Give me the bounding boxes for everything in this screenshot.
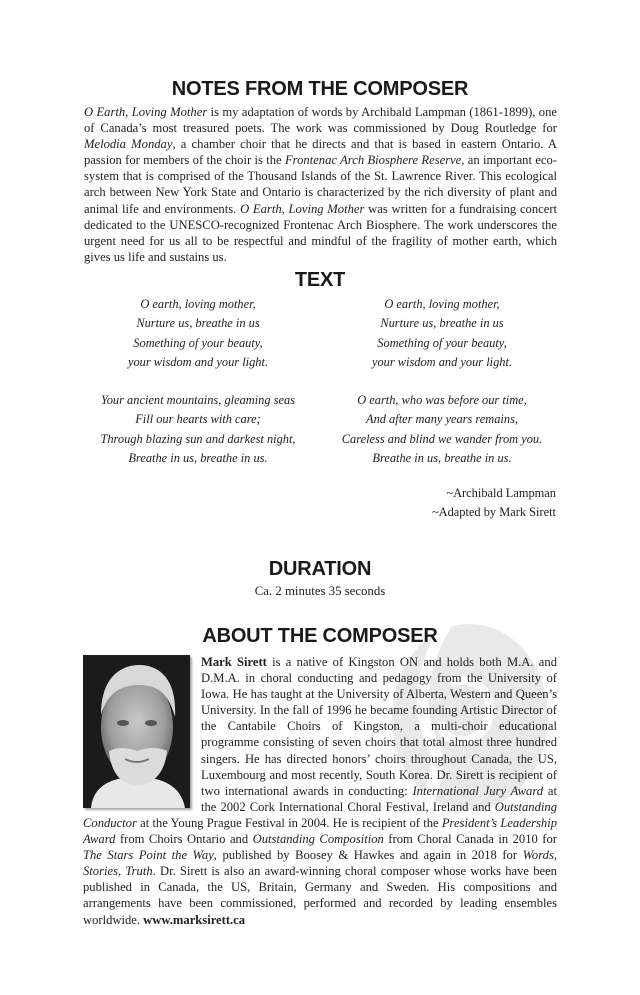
- italic-run: Frontenac Arch Biosphere Reserve: [284, 153, 462, 168]
- poem-stanza: [68, 391, 328, 468]
- poem-line: Something of your beauty,: [133, 335, 263, 350]
- text-heading: TEXT: [294, 269, 346, 291]
- about-bio: [83, 654, 557, 928]
- poem-line: Something of your beauty,: [377, 335, 507, 350]
- poem-stanza: [312, 295, 572, 372]
- poem-right-column: [312, 295, 572, 487]
- italic-run: The Stars Point the Way: [83, 848, 214, 863]
- attribution-author: ~Archibald Lampman: [446, 486, 556, 500]
- poem-stanza: [312, 391, 572, 468]
- poem-line: Careless and blind we wander from you.: [341, 431, 543, 446]
- italic-run: Outstanding Composition: [252, 832, 384, 847]
- bold-run: Mark Sirett: [201, 655, 267, 669]
- italic-run: O Earth, Loving Mother: [240, 201, 365, 216]
- duration-heading: DURATION: [268, 558, 372, 580]
- italic-run: President’s Leadership Award: [83, 815, 558, 847]
- italic-run: International Jury Award: [412, 783, 544, 798]
- poem-line: Nurture us, breathe in us: [380, 316, 504, 331]
- poem-line: Nurture us, breathe in us: [136, 316, 260, 331]
- bold-run: www.marksirett.ca: [143, 912, 246, 927]
- poem-attribution: [432, 484, 556, 522]
- poem-line: your wisdom and your light.: [371, 354, 513, 369]
- about-heading: ABOUT THE COMPOSER: [202, 625, 438, 647]
- poem-line: your wisdom and your light.: [127, 354, 269, 369]
- poem-line: Breathe in us, breathe in us.: [128, 451, 268, 466]
- poem-line: O earth, who was before our time,: [357, 393, 527, 408]
- notes-heading: NOTES FROM THE COMPOSER: [171, 78, 469, 100]
- attribution-adapter: ~Adapted by Mark Sirett: [431, 505, 556, 519]
- poem-line: Breathe in us, breathe in us.: [372, 451, 512, 466]
- poem-line: Fill our hearts with care;: [135, 412, 261, 427]
- duration-value: Ca. 2 minutes 35 seconds: [254, 584, 386, 598]
- poem-line: Your ancient mountains, gleaming seas: [100, 393, 295, 408]
- poem-line: Through blazing sun and darkest night,: [100, 431, 296, 446]
- poem-line: O earth, loving mother,: [384, 297, 500, 311]
- poem-stanza: [68, 295, 328, 372]
- poem-line: And after many years remains,: [366, 412, 518, 427]
- poem-line: O earth, loving mother,: [140, 297, 256, 311]
- poem-left-column: [68, 295, 328, 487]
- italic-run: Outstanding Conductor: [83, 799, 557, 830]
- bio-paragraph: Mark Sirett is a native of Kingston ON and holds both M.A. and D.M.A. in choral conducting and pedagogy from the University of Iowa. He has taught at the University of Alberta, Western and Queen’s University. In the fall of 1996 he became founding Artistic Director of the Cantabile Choirs of Kingston, a multi-choir educational programme consisting of seven choirs that total almost three hundred singers. He has directed honors’ choirs throughout Canada, the US, Luxembourg and most recently, South Korea. Dr. Sirett is recipient of two international awards in conducting: International Jury Award at the 2002 Cork International Choral Festival, Ireland and Outstanding Conductor at the Young Prague Festival in 2004. He is recipient of the President’s Leadership Award from Choirs Ontario and Outstanding Composition from Choral Canada in 2010 for The Stars Point the Way, published by Boosey & Hawkes and again in 2018 for Words, Stories, Truth. Dr. Sirett is also an award-winning choral composer whose works have been published in Canada, the US, Britain, Germany and Sweden. His compositions and arrangements have been commissioned, performed and recorded by leading ensembles worldwide. www.marksirett.ca: [83, 655, 558, 927]
- italic-run: O Earth, Loving Mother: [84, 105, 208, 119]
- italic-run: Words, Stories, Truth: [83, 848, 557, 879]
- notes-paragraph: O Earth, Loving Mother is my adaptation of words by Archibald Lampman (1861-1899), one of Canada’s most treasured poets. The work was commissioned by Doug Routledge for Melodia Monday, a chamber choir that he directs and that is based in eastern Ontario. A passion for members of the choir is the Frontenac Arch Biosphere Reserve, an important eco-system that is comprised of the Thousand Islands of the St. Lawrence River. This ecological arch between New York State and Ontario is characterized by the rich diversity of plant and animal life and environments. O Earth, Loving Mother was written for a fundraising concert dedicated to the UNESCO-recognized Frontenac Arch Biosphere. The work underscores the urgent need for us all to be respectful and mindful of the fragility of mother earth, which gives us life and sustains us.: [84, 105, 558, 264]
- italic-run: Melodia Monday: [84, 137, 173, 152]
